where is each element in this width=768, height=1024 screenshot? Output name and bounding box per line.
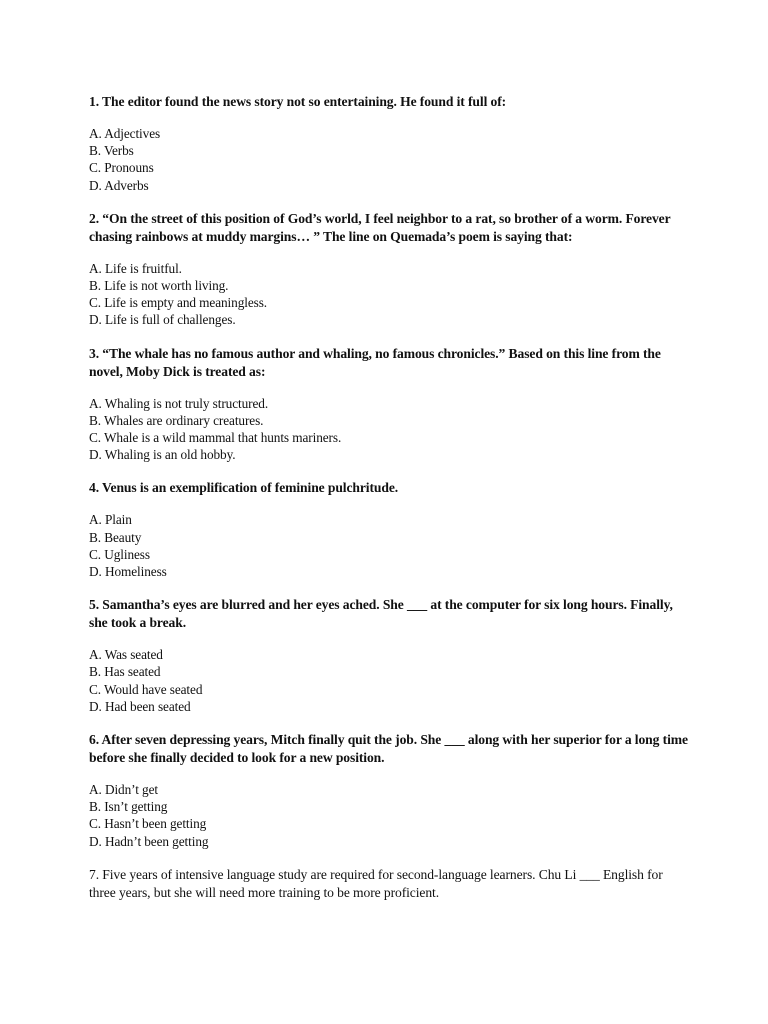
question-text: 2. “On the street of this position of God’s world, I feel neighbor to a rat, so brother of a worm. Forever chasing rainbows at muddy margins… ” The line on Quemada’s poem is saying that: (89, 210, 671, 244)
question-1 (89, 93, 689, 194)
answer-option-d: D. Homeliness (89, 564, 167, 580)
answer-option-d: D. Adverbs (89, 177, 149, 193)
answer-options (89, 260, 689, 329)
answer-option-d: D. Had been seated (89, 698, 191, 714)
answer-option-c: C. Pronouns (89, 160, 154, 176)
answer-option-d: D. Whaling is an old hobby. (89, 447, 236, 463)
answer-option-b: B. Verbs (89, 143, 134, 159)
answer-options (89, 511, 689, 580)
answer-option-a: A. Whaling is not truly structured. (89, 395, 269, 411)
answer-option-b: B. Beauty (89, 529, 142, 545)
question-text: 1. The editor found the news story not so entertaining. He found it full of: (89, 94, 507, 109)
question-5 (89, 596, 689, 715)
answer-options (89, 781, 689, 850)
question-text: 6. After seven depressing years, Mitch finally quit the job. She ___ along with her superior for a long time before she finally decided to look for a new position. (89, 732, 688, 766)
question-7 (89, 866, 689, 902)
question-4 (89, 479, 689, 580)
answer-option-c: C. Whale is a wild mammal that hunts mariners. (89, 430, 342, 446)
answer-option-b: B. Whales are ordinary creatures. (89, 412, 264, 428)
question-3 (89, 345, 689, 464)
answer-option-c: C. Life is empty and meaningless. (89, 295, 268, 311)
answer-option-a: A. Was seated (89, 647, 163, 663)
answer-option-b: B. Life is not worth living. (89, 278, 229, 294)
answer-options (89, 395, 689, 464)
answer-option-b: B. Isn’t getting (89, 799, 168, 815)
answer-option-d: D. Life is full of challenges. (89, 312, 236, 328)
answer-option-c: C. Would have seated (89, 681, 203, 697)
question-text: 3. “The whale has no famous author and whaling, no famous chronicles.” Based on this line from the novel, Moby Dick is treated as: (89, 345, 661, 379)
answer-option-d: D. Hadn’t been getting (89, 833, 209, 849)
answer-option-c: C. Hasn’t been getting (89, 816, 207, 832)
question-text: 4. Venus is an exemplification of feminine pulchritude. (89, 480, 399, 496)
answer-options (89, 646, 689, 715)
answer-options (89, 125, 689, 194)
answer-option-a: A. Adjectives (89, 126, 161, 141)
question-text: 5. Samantha’s eyes are blurred and her eyes ached. She ___ at the computer for six long hours. Finally, she took a break. (89, 597, 673, 631)
answer-option-a: A. Life is fruitful. (89, 260, 182, 276)
question-text: 7. Five years of intensive language study are required for second-language learners. Chu Li ___ English for three years, but she will need more training to be more proficient. (89, 866, 663, 900)
question-6 (89, 731, 689, 850)
answer-option-c: C. Ugliness (89, 546, 150, 562)
quiz-document (89, 93, 689, 918)
answer-option-b: B. Has seated (89, 664, 161, 680)
answer-option-a: A. Plain (89, 512, 132, 528)
question-2 (89, 210, 689, 329)
answer-option-a: A. Didn’t get (89, 782, 158, 798)
